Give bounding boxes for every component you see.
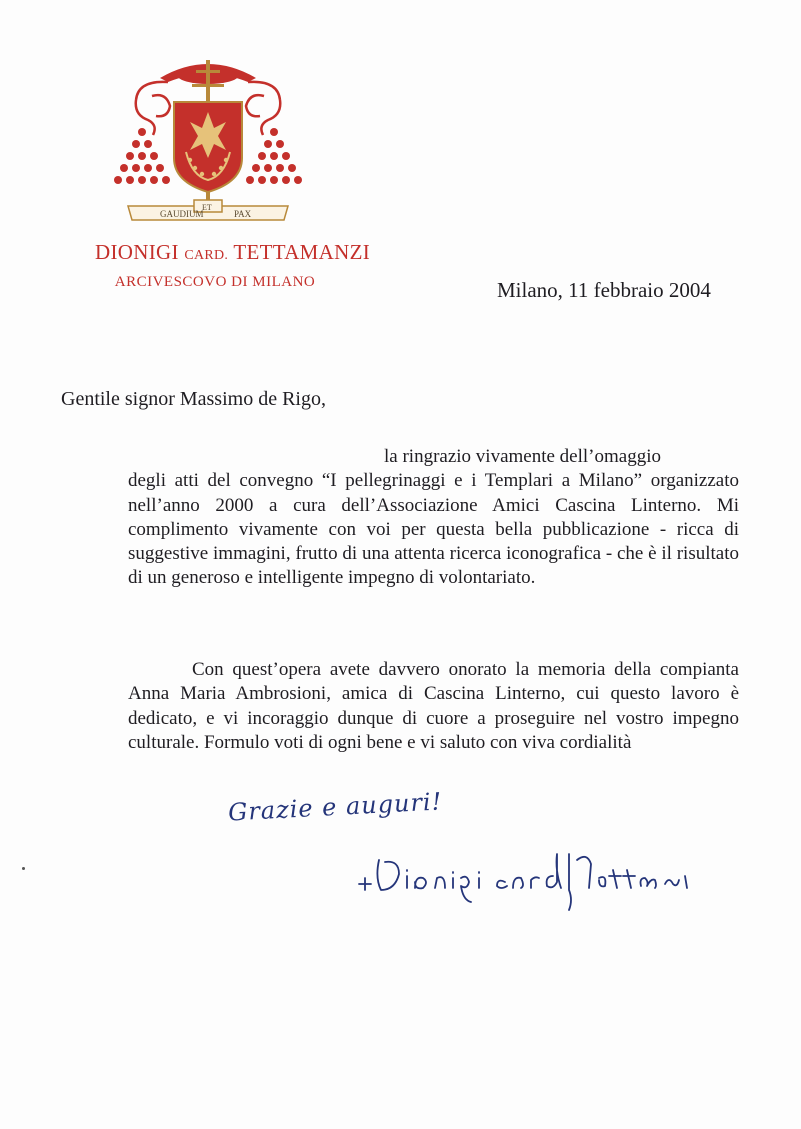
motto-right: PAX <box>234 209 252 219</box>
shield-icon <box>174 102 242 192</box>
sender-title: CARD. <box>184 248 229 263</box>
paper-speck <box>22 867 25 870</box>
tassels-right-icon <box>246 128 302 184</box>
dateline: Milano, 11 febbraio 2004 <box>497 278 711 302</box>
signature <box>355 840 695 940</box>
tassels-left-icon <box>114 128 170 184</box>
motto-scroll <box>128 200 288 220</box>
salutation: Gentile signor Massimo de Rigo, <box>61 388 326 410</box>
paragraph-1-rest: degli atti del convegno “I pellegrinaggi e i Templari a Milano” organizzato nell’anno 2000 a cura dell’Associazione Amici Cascina Linterno. Mi complimento vivamente con voi per questa bella pubblicazione - ricca di suggestive immagini, frutto di una attenta ricerca iconografica - che è il risultato di un generoso e intelligente impegno di volontariato. <box>128 470 739 589</box>
signature-text: + Dionigi card. Tettamanzi <box>355 935 366 936</box>
motto-center: ET <box>202 203 212 212</box>
paragraph-1 <box>128 445 739 591</box>
motto-left: GAUDIUM <box>160 209 204 219</box>
sender-role: ARCIVESCOVO DI MILANO <box>114 274 316 290</box>
coat-of-arms-icon <box>108 40 308 240</box>
sender-name <box>95 240 371 265</box>
handwritten-note: Grazie e auguri! <box>227 787 443 827</box>
paragraph-2: Con quest’opera avete davvero onorato la memoria della compianta Anna Maria Ambrosioni, amica di Cascina Linterno, cui questo lavoro è dedicato, e vi incoraggio dunque di cuore a proseguire nel vostro impegno culturale. Formulo voti di ogni bene e vi saluto con viva cordialità <box>128 659 739 753</box>
sender-first-name: DIONIGI <box>95 240 179 264</box>
paragraph-1-first-line: la ringrazio vivamente dell’omaggio <box>384 446 661 467</box>
sender-last-name: TETTAMANZI <box>233 240 371 264</box>
